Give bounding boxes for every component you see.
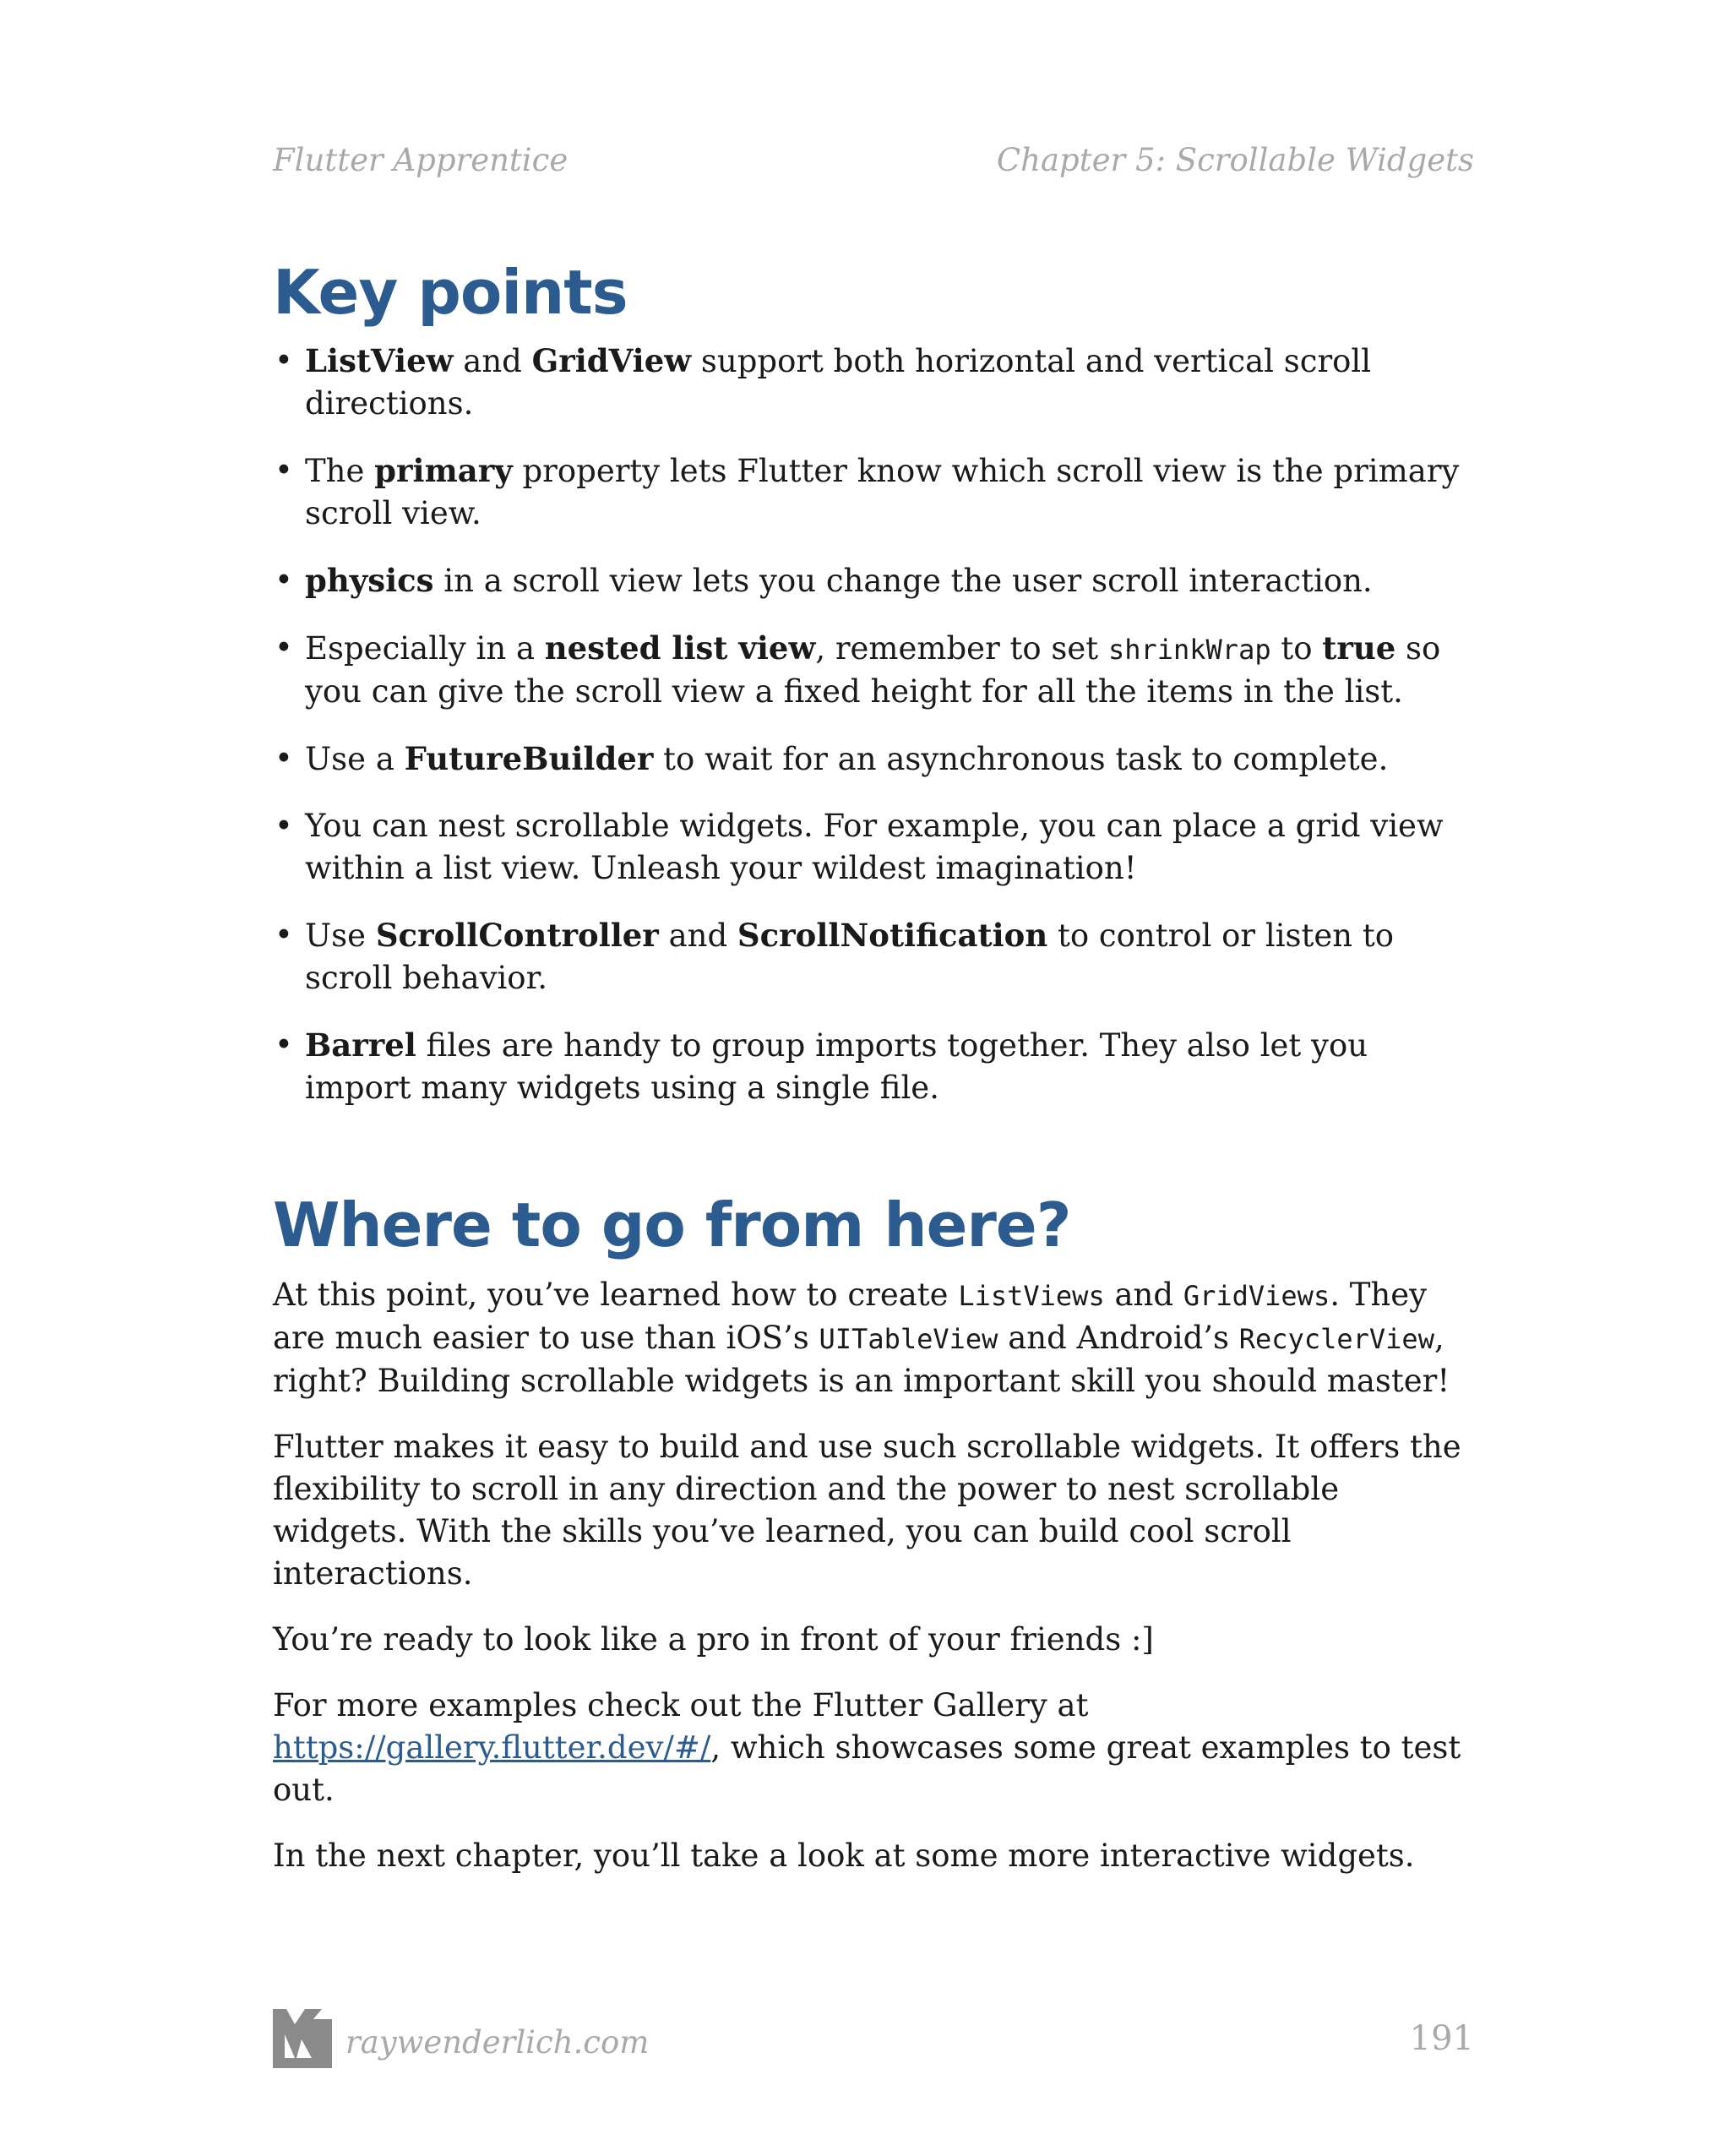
bold-term: primary bbox=[374, 451, 513, 489]
paragraph bbox=[273, 1274, 1474, 1402]
raywenderlich-logo-icon bbox=[273, 2009, 332, 2068]
bold-term: nested list view bbox=[544, 629, 816, 667]
bold-term: ListView bbox=[305, 341, 454, 379]
running-header bbox=[273, 142, 1474, 184]
paragraph: Flutter makes it easy to build and use such scrollable widgets. It offers the flexibility to scroll in any direction and the power to nest scrollable widgets. With the skills you’ve learned, you can build cool scroll interactions. bbox=[273, 1428, 1461, 1592]
text: and Android’s bbox=[998, 1319, 1239, 1356]
paragraph bbox=[273, 1685, 1474, 1811]
list-item bbox=[273, 914, 1474, 999]
list-item bbox=[273, 559, 1474, 602]
bullet-icon: • bbox=[275, 916, 293, 953]
chapter-title: Chapter 5: Scrollable Widgets bbox=[996, 142, 1474, 178]
list-item bbox=[273, 340, 1474, 425]
inline-code: ListViews bbox=[958, 1279, 1105, 1312]
inline-code: RecyclerView bbox=[1238, 1322, 1434, 1355]
page-number: 191 bbox=[1409, 2019, 1474, 2058]
bullet-icon: • bbox=[275, 561, 293, 598]
text: Especially in a bbox=[305, 629, 545, 667]
text: and bbox=[658, 917, 737, 954]
text: to wait for an asynchronous task to complete. bbox=[653, 740, 1389, 777]
list-item bbox=[273, 627, 1474, 713]
key-points-list bbox=[273, 340, 1474, 1109]
text: and bbox=[453, 342, 532, 379]
bold-term: FutureBuilder bbox=[404, 739, 654, 777]
text: to bbox=[1270, 629, 1323, 667]
inline-code: GridViews bbox=[1183, 1279, 1330, 1312]
text: files are handy to group imports together. They also let you import many widgets using a single file. bbox=[305, 1026, 1368, 1106]
where-to-go-heading: Where to go from here? bbox=[273, 1189, 1071, 1260]
text: Use bbox=[305, 917, 376, 954]
text: , which showcases some great examples to test out. bbox=[273, 1729, 1461, 1808]
text: in a scroll view lets you change the user scroll interaction. bbox=[433, 562, 1373, 599]
text: , remember to set bbox=[815, 629, 1108, 667]
bold-term: GridView bbox=[531, 341, 692, 379]
bullet-icon: • bbox=[275, 451, 293, 488]
text: property lets Flutter know which scroll view is the primary scroll view. bbox=[305, 452, 1460, 531]
inline-code: shrinkWrap bbox=[1107, 633, 1271, 666]
bold-term: ScrollController bbox=[375, 916, 659, 954]
main-content bbox=[273, 258, 1474, 1901]
text: For more examples check out the Flutter Gallery at bbox=[273, 1686, 1089, 1723]
list-item bbox=[273, 738, 1474, 781]
text: Use a bbox=[305, 740, 405, 777]
bold-term: true bbox=[1322, 629, 1396, 667]
list-item bbox=[273, 449, 1474, 535]
bullet-icon: • bbox=[275, 807, 293, 844]
paragraph: You’re ready to look like a pro in front of your friends :] bbox=[273, 1620, 1154, 1658]
page-footer bbox=[273, 2009, 1474, 2077]
flutter-gallery-link[interactable]: https://gallery.flutter.dev/#/ bbox=[273, 1729, 711, 1766]
bullet-icon: • bbox=[275, 629, 293, 666]
bold-term: ScrollNotification bbox=[737, 916, 1048, 954]
book-title: Flutter Apprentice bbox=[273, 142, 569, 178]
bold-term: Barrel bbox=[305, 1026, 416, 1064]
bullet-icon: • bbox=[275, 739, 293, 776]
site-name: raywenderlich.com bbox=[345, 2024, 650, 2061]
text: , right? Building scrollable widgets is an important skill you should master! bbox=[273, 1319, 1450, 1399]
text: . They are much easier to use than iOS’s bbox=[273, 1276, 1428, 1356]
bullet-icon: • bbox=[275, 341, 293, 378]
text: and bbox=[1104, 1276, 1183, 1313]
list-item bbox=[273, 805, 1474, 890]
bullet-icon: • bbox=[275, 1026, 293, 1063]
text: support both horizontal and vertical scroll directions. bbox=[305, 342, 1372, 422]
list-item bbox=[273, 1024, 1474, 1109]
text: to control or listen to scroll behavior. bbox=[305, 917, 1395, 996]
text: You can nest scrollable widgets. For example, you can place a grid view within a list view. Unleash your wildest imagination! bbox=[305, 807, 1444, 886]
text: At this point, you’ve learned how to create bbox=[273, 1276, 959, 1313]
inline-code: UITableView bbox=[819, 1322, 998, 1355]
key-points-heading: Key points bbox=[273, 257, 628, 328]
bold-term: physics bbox=[305, 561, 434, 599]
text: The bbox=[305, 452, 375, 489]
paragraph: In the next chapter, you’ll take a look at some more interactive widgets. bbox=[273, 1837, 1415, 1874]
text: so you can give the scroll view a fixed height for all the items in the list. bbox=[305, 629, 1441, 710]
